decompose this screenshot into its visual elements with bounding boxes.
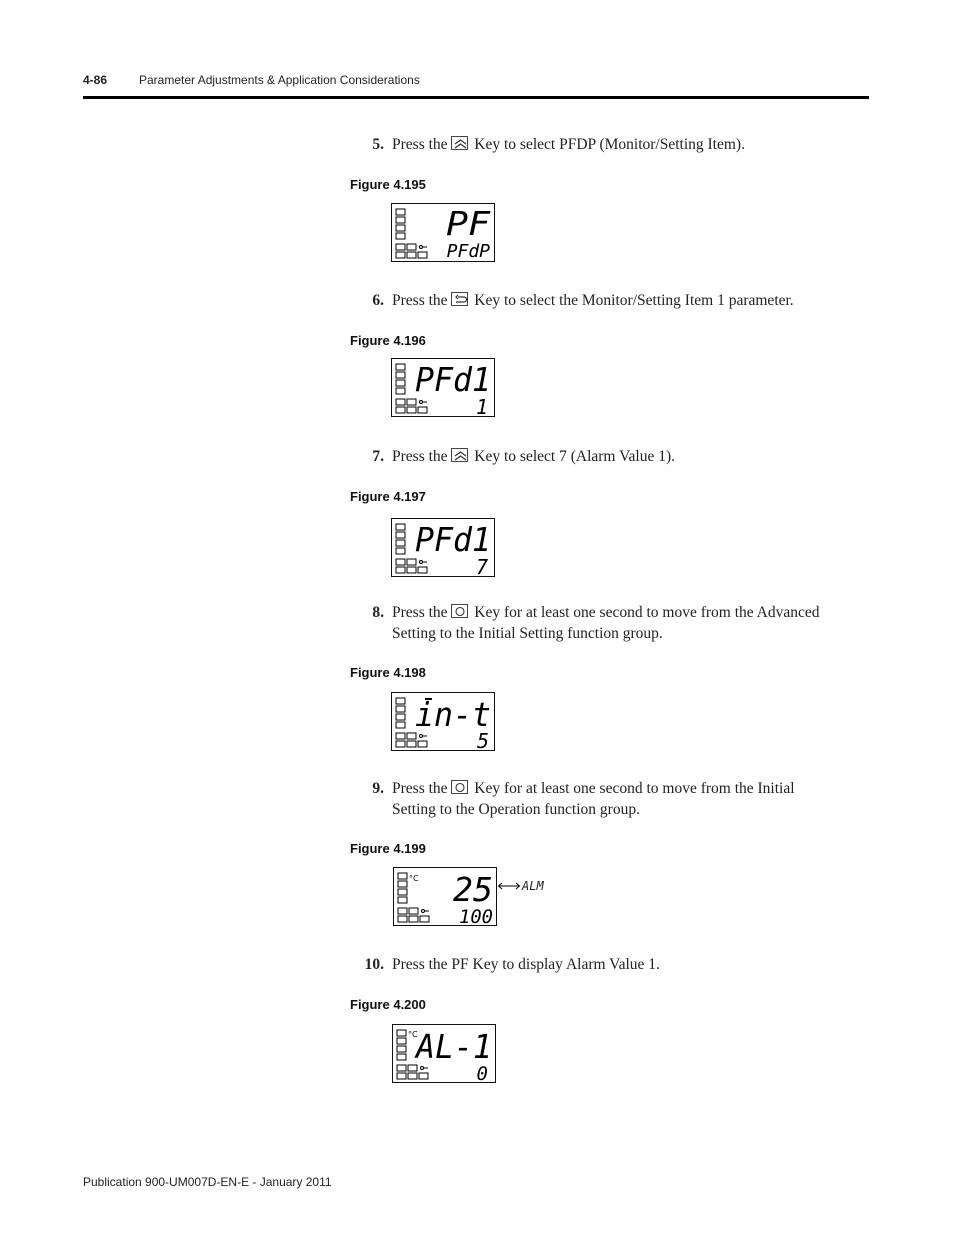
main-display: AL-1 — [414, 1027, 492, 1066]
level-key-icon — [451, 780, 468, 794]
sub-display: 7 — [475, 555, 488, 578]
main-display: 25 — [453, 870, 493, 909]
step-number: 9. — [372, 780, 384, 797]
key-lock-icon — [420, 735, 428, 738]
up-arrow-key-icon — [451, 448, 468, 462]
step-number: 7. — [372, 448, 384, 465]
sub-display: 5 — [476, 729, 489, 752]
step-text: Press the Key to select the Monitor/Setting Item 1 parameter. — [392, 292, 794, 309]
main-display: PFd1 — [415, 520, 491, 559]
key-lock-icon — [421, 1067, 429, 1070]
key-lock-icon — [420, 246, 428, 249]
level-key-icon — [451, 604, 468, 618]
display-panel — [393, 867, 497, 926]
publication-footer: Publication 900-UM007D-EN-E - January 2011 — [83, 1175, 332, 1189]
display-panel — [391, 518, 495, 577]
step-number: 8. — [372, 604, 384, 621]
sub-display: PFdP — [446, 241, 490, 262]
figure-caption: Figure 4.197 — [350, 489, 426, 504]
mode-key-icon — [451, 292, 468, 306]
sub-display: 0 — [476, 1063, 488, 1084]
display-panel — [391, 358, 495, 417]
display-panel — [391, 692, 495, 751]
sub-display: 1 — [475, 395, 488, 418]
key-lock-icon — [420, 401, 428, 404]
unit-label: °C — [409, 874, 419, 883]
unit-label: °C — [408, 1030, 418, 1039]
step-number: 10. — [364, 956, 384, 973]
step-number: 5. — [372, 136, 384, 153]
key-lock-icon — [420, 561, 428, 564]
main-display: PFd1 — [415, 360, 491, 399]
figure-caption: Figure 4.195 — [350, 177, 426, 192]
callout-arrow-icon — [497, 880, 521, 892]
step-text: Press the Key for at least one second to move from the Advanced Setting to the Initial Setting function group. — [392, 604, 820, 642]
figure-caption: Figure 4.200 — [350, 997, 426, 1012]
page-number: 4-86 — [83, 73, 108, 87]
step-number: 6. — [372, 292, 384, 309]
display-panel — [391, 203, 495, 262]
up-arrow-key-icon — [451, 136, 468, 150]
figure-caption: Figure 4.198 — [350, 665, 426, 680]
header-rule — [83, 96, 869, 99]
key-lock-icon — [422, 910, 430, 913]
sub-display: 100 — [459, 906, 493, 927]
step-text: Press the Key to select 7 (Alarm Value 1). — [392, 448, 676, 465]
figure-caption: Figure 4.199 — [350, 841, 426, 856]
main-display: in-t — [415, 695, 491, 734]
figure-caption: Figure 4.196 — [350, 333, 426, 348]
alarm-callout: ALM — [522, 879, 544, 893]
section-title: Parameter Adjustments & Application Considerations — [139, 73, 420, 87]
step-text: Press the Key to select PFDP (Monitor/Setting Item). — [392, 136, 745, 153]
step-text: Press the Key for at least one second to move from the Initial Setting to the Operation function group. — [392, 780, 795, 818]
main-display: PF — [446, 204, 492, 243]
step-text: Press the PF Key to display Alarm Value 1. — [392, 956, 660, 973]
display-panel — [392, 1024, 496, 1083]
